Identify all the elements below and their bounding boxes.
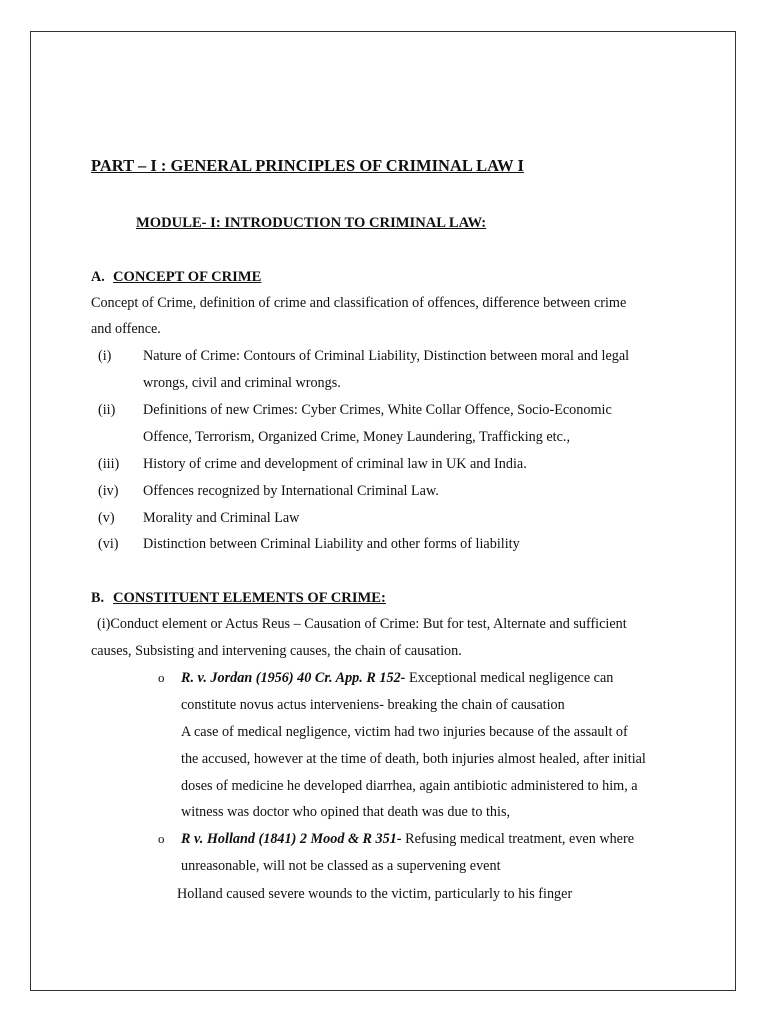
list-item-number: (v)	[98, 510, 115, 526]
case-facts-line: the accused, however at the time of death, both injuries almost healed, after initial	[181, 751, 646, 767]
list-item-text: Morality and Criminal Law	[143, 510, 300, 526]
list-item-text: Definitions of new Crimes: Cyber Crimes, White Collar Offence, Socio-Economic	[143, 402, 612, 418]
list-item-number: (i)	[98, 348, 112, 364]
section-a-intro-line: Concept of Crime, definition of crime and classification of offences, difference between crime	[91, 295, 627, 311]
list-item-text: Offences recognized by International Criminal Law.	[143, 483, 439, 499]
case-heading-line	[181, 668, 613, 688]
case-rule-line: unreasonable, will not be classed as a supervening event	[181, 858, 501, 874]
list-item-text: Distinction between Criminal Liability and other forms of liability	[143, 536, 520, 552]
module-heading: MODULE- I: INTRODUCTION TO CRIMINAL LAW:	[136, 215, 487, 231]
section-b-heading: CONSTITUENT ELEMENTS OF CRIME:	[113, 590, 386, 606]
case-citation: R v. Holland (1841) 2 Mood & R 351-	[181, 831, 402, 847]
list-item-text: Nature of Crime: Contours of Criminal Liability, Distinction between moral and legal	[143, 348, 630, 364]
list-item-number: (iii)	[98, 456, 120, 472]
case-facts-line: doses of medicine he developed diarrhea, again antibiotic administered to him, a	[181, 778, 638, 794]
list-item-number: (vi)	[98, 536, 119, 552]
case-rule-line: constitute novus actus interveniens- breaking the chain of causation	[181, 697, 565, 713]
case-facts-line: A case of medical negligence, victim had two injuries because of the assault of	[181, 724, 628, 740]
section-b-intro-line: (i)Conduct element or Actus Reus – Causation of Crime: But for test, Alternate and sufficient	[97, 616, 627, 632]
case-rule: Exceptional medical negligence can	[405, 670, 614, 686]
bullet-icon: o	[158, 831, 165, 846]
list-item-text: wrongs, civil and criminal wrongs.	[143, 375, 341, 391]
page-title: PART – I : GENERAL PRINCIPLES OF CRIMINAL LAW I	[91, 156, 524, 175]
section-a-intro-line: and offence.	[91, 321, 161, 337]
section-a-letter: A.	[91, 269, 105, 285]
case-facts-line: Holland caused severe wounds to the victim, particularly to his finger	[177, 886, 573, 902]
section-b-letter: B.	[91, 590, 105, 606]
list-item-number: (iv)	[98, 483, 119, 499]
list-item-text: History of crime and development of criminal law in UK and India.	[143, 456, 527, 472]
case-rule: Refusing medical treatment, even where	[401, 831, 635, 847]
bullet-icon: o	[158, 670, 165, 685]
list-item-number: (ii)	[98, 402, 116, 418]
list-item-text: Offence, Terrorism, Organized Crime, Money Laundering, Trafficking etc.,	[143, 429, 571, 445]
case-heading-line	[181, 829, 634, 849]
section-a-heading: CONCEPT OF CRIME	[113, 269, 262, 285]
case-facts-line: witness was doctor who opined that death was due to this,	[181, 804, 511, 820]
case-citation: R. v. Jordan (1956) 40 Cr. App. R 152-	[181, 670, 406, 686]
section-b-intro-line: causes, Subsisting and intervening causes, the chain of causation.	[91, 643, 462, 659]
